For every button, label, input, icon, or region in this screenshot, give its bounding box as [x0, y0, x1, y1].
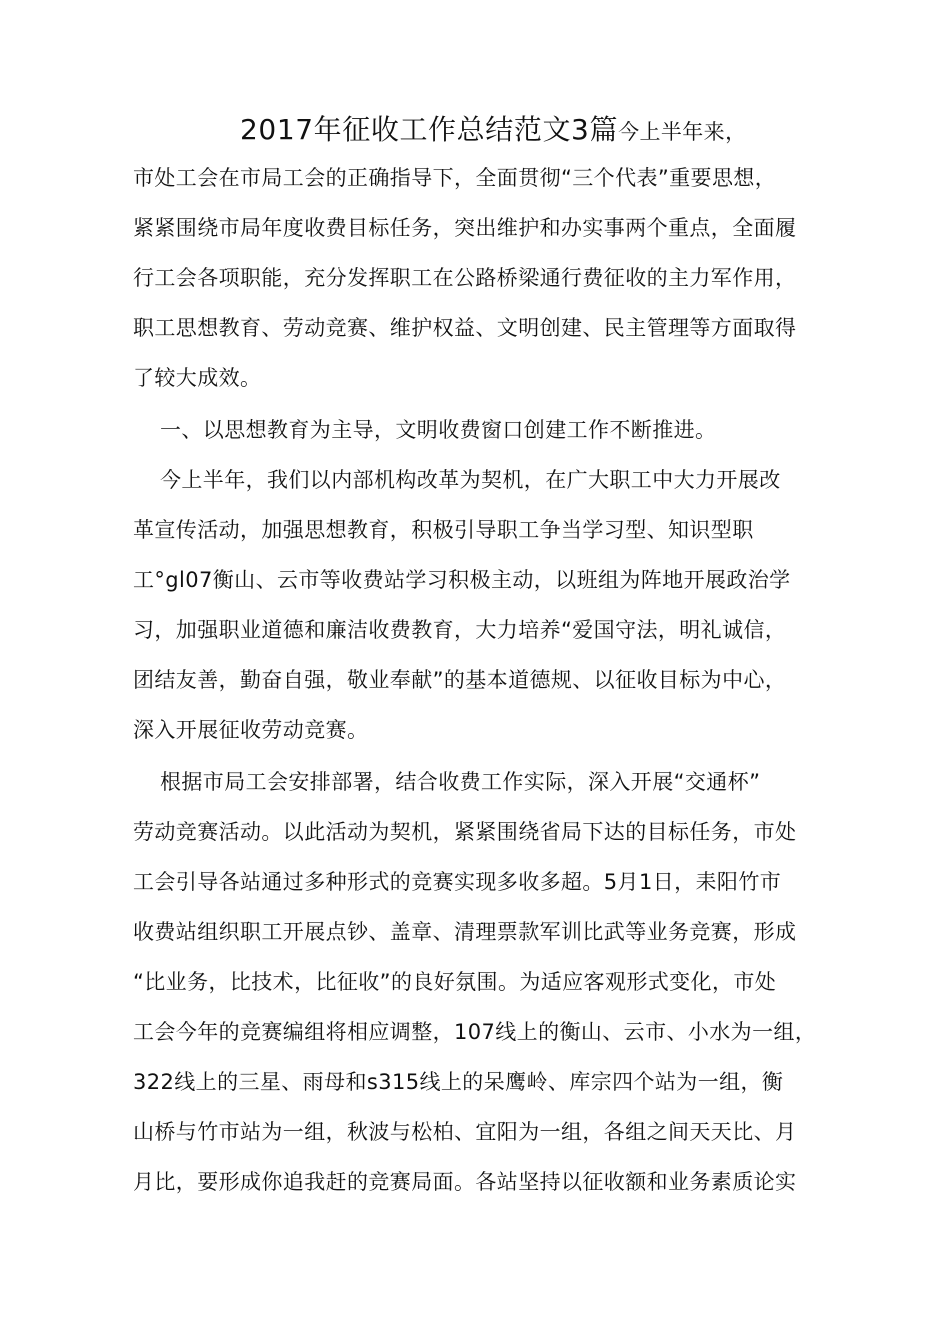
body-line: 革宣传活动，加强思想教育，积极引导职工争当学习型、知识型职: [133, 518, 754, 542]
body-line: 今上半年，我们以内部机构改革为契机，在广大职工中大力开展改: [160, 468, 781, 492]
body-line: 山桥与竹市站为一组，秋波与松柏、宜阳为一组，各组之间天天比、月: [133, 1120, 797, 1144]
body-line: “比业务，比技术，比征收”的良好氛围。为适应客观形式变化，市处: [133, 970, 777, 994]
body-line: 习，加强职业道德和廉洁收费教育，大力培养“爱国守法，明礼诚信，: [133, 618, 787, 642]
body-line: 了较大成效。: [133, 366, 262, 390]
body-line: 322线上的三星、雨母和s315线上的呆鹰岭、库宗四个站为一组，衡: [133, 1070, 784, 1094]
body-line: 工会今年的竞赛编组将相应调整，107线上的衡山、云市、小水为一组，: [133, 1020, 817, 1044]
body-line: 月比，要形成你追我赶的竞赛局面。各站坚持以征收额和业务素质论实: [133, 1170, 797, 1194]
body-line: 深入开展征收劳动竞赛。: [133, 718, 369, 742]
body-line: 劳动竞赛活动。以此活动为契机，紧紧围绕省局下达的目标任务，市处: [133, 820, 797, 844]
body-line: 市处工会在市局工会的正确指导下，全面贯彻“三个代表”重要思想，: [133, 166, 777, 190]
title-line: [240, 110, 746, 154]
title-continuation: 今上半年来，: [618, 120, 747, 144]
body-line: 行工会各项职能，充分发挥职工在公路桥梁通行费征收的主力军作用，: [133, 266, 797, 290]
body-line: 团结友善，勤奋自强，敬业奉献”的基本道德规、以征收目标为中心，: [133, 668, 787, 692]
document-title: 2017年征收工作总结范文3篇: [240, 113, 619, 146]
section-heading: 一、以思想教育为主导，文明收费窗口创建工作不断推进。: [160, 418, 717, 442]
body-line: 收费站组织职工开展点钞、盖章、清理票款军训比武等业务竞赛，形成: [133, 920, 797, 944]
body-line: 职工思想教育、劳动竞赛、维护权益、文明创建、民主管理等方面取得: [133, 316, 797, 340]
body-line: 工°gl07衡山、云市等收费站学习积极主动，以班组为阵地开展政治学: [133, 568, 791, 592]
body-line: 工会引导各站通过多种形式的竞赛实现多收多超。5月1日，耒阳竹市: [133, 870, 782, 894]
body-line: 紧紧围绕市局年度收费目标任务，突出维护和办实事两个重点，全面履: [133, 216, 797, 240]
body-line: 根据市局工会安排部署，结合收费工作实际，深入开展“交通杯”: [160, 770, 761, 794]
